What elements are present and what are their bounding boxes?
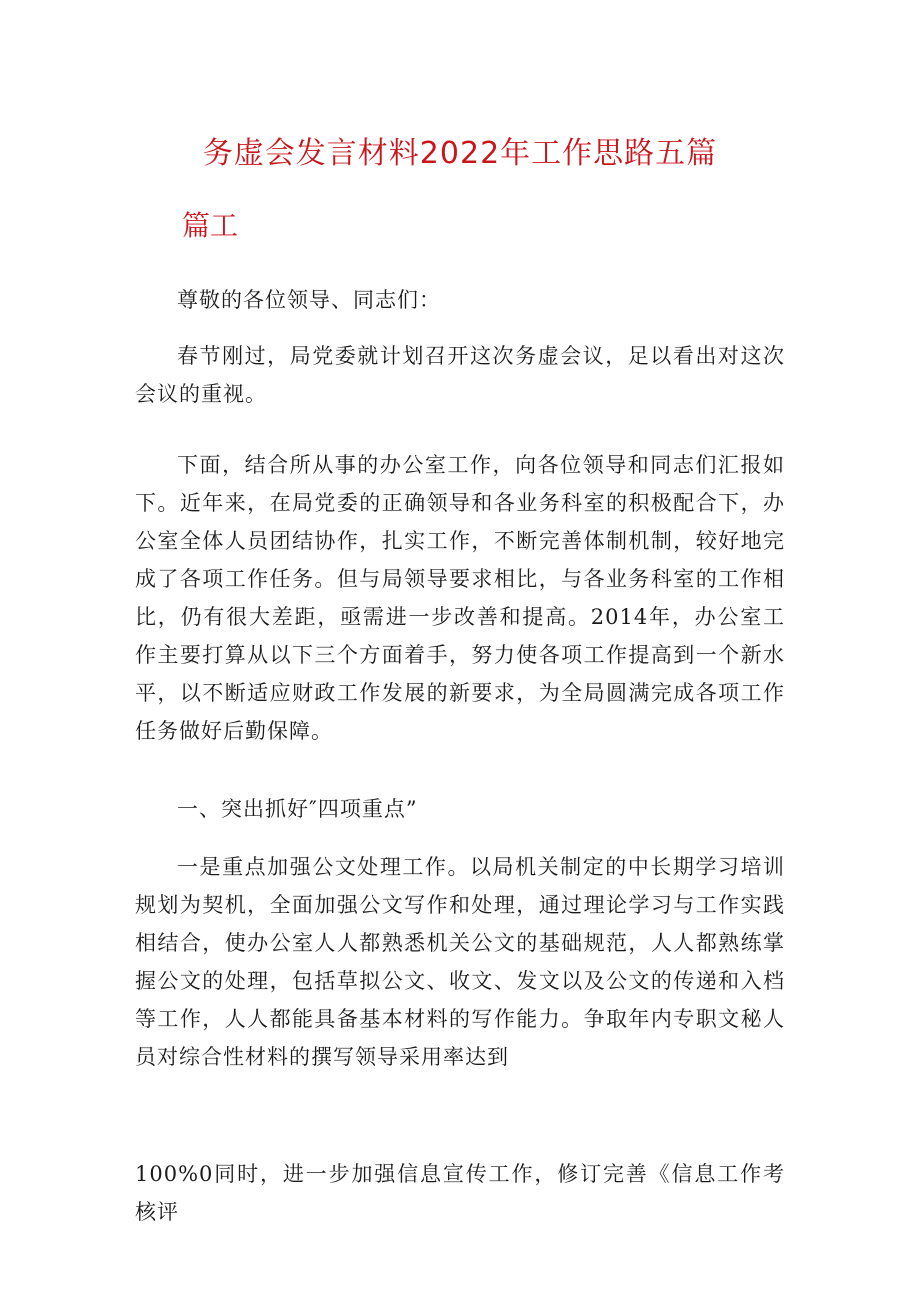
body-paragraph: 100%0同时，进一步加强信息宣传工作，修订完善《信息工作考核评 — [135, 1162, 785, 1224]
body-paragraph: 下面，结合所从事的办公室工作，向各位领导和同志们汇报如下。近年来，在局党委的正确领导和各业务科室的积极配合下，办公室全体人员团结协作，扎实工作，不断完善体制机制，较好地完成了各项工作任务。但与局领导要求相比，与各业务科室的工作相比，仍有很大差距，亟需进一步改善和提高。2014年，办公室工作主要打算从以下三个方面着手，努力使各项工作提高到一个新水平，以不断适应财政工作发展的新要求，为全局圆满完成各项工作任务做好后勤保障。 — [135, 453, 785, 743]
salutation-paragraph: 尊敬的各位领导、同志们： — [177, 288, 441, 312]
document-title: 务虚会发言材料2022年工作思路五篇 — [202, 136, 718, 171]
body-paragraph: 一是重点加强公文处理工作。以局机关制定的中长期学习培训规划为契机，全面加强公文写作和处理，通过理论学习与工作实践相结合，使办公室人人都熟悉机关公文的基础规范，人人都熟练掌握公文的处理，包括草拟公文、收文、发文以及公文的传递和入档等工作，人人都能具备基本材料的写作能力。争取年内专职文秘人员对综合性材料的撰写领导采用率达到 — [135, 855, 785, 1069]
section-heading: 篇工 — [182, 209, 239, 242]
subheading-paragraph: 一、突出抓好″四项重点” — [177, 797, 418, 821]
body-paragraph: 春节刚过，局党委就计划召开这次务虚会议，足以看出对这次会议的重视。 — [135, 344, 785, 406]
